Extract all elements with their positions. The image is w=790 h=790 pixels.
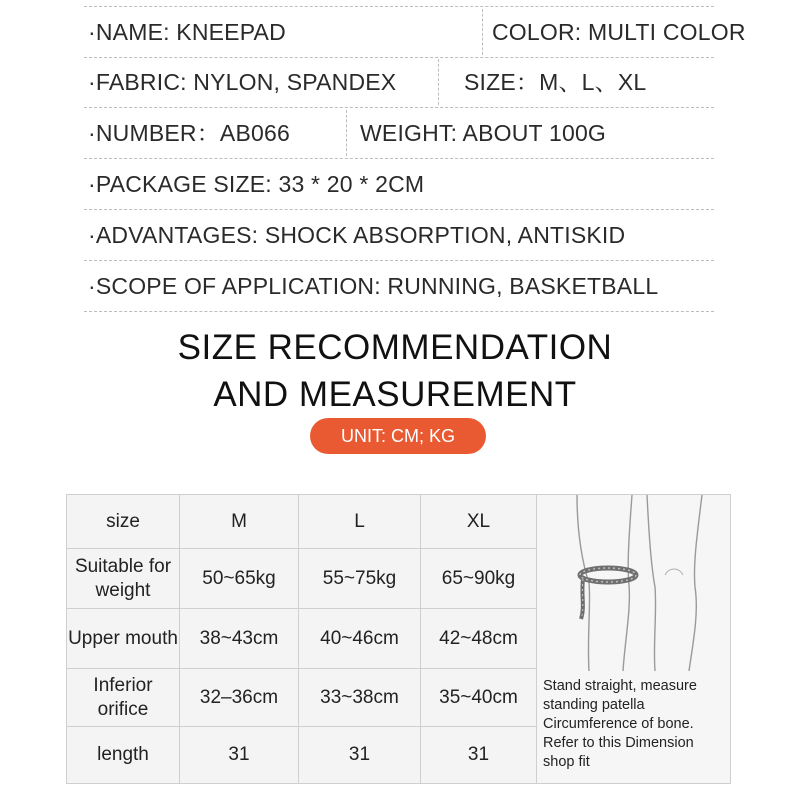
- table-cell: 50~65kg: [180, 549, 299, 609]
- spec-number: ·NUMBER：AB066: [88, 120, 290, 146]
- spec-row-fabric: [84, 57, 714, 108]
- table-header-cell: XL: [421, 495, 537, 549]
- table-cell: 31: [180, 727, 299, 784]
- spec-row-package: [84, 159, 714, 210]
- spec-advantages: ·ADVANTAGES: SHOCK ABSORPTION, ANTISKID: [88, 222, 626, 248]
- spec-color: COLOR: MULTI COLOR: [492, 19, 746, 45]
- spec-divider: [438, 59, 439, 105]
- spec-row-advantages: [84, 210, 714, 261]
- table-cell: 38~43cm: [180, 609, 299, 669]
- heading-line2: AND MEASUREMENT: [213, 375, 577, 414]
- spec-divider: [482, 9, 483, 55]
- illustration-cell: [537, 495, 731, 784]
- table-cell: 55~75kg: [299, 549, 421, 609]
- row-label: Suitable for weight: [67, 549, 180, 609]
- table-cell: 32–36cm: [180, 669, 299, 727]
- row-label: length: [67, 727, 180, 784]
- unit-badge: UNIT: CM; KG: [310, 418, 486, 454]
- table-cell: 33~38cm: [299, 669, 421, 727]
- knee-illustration: [537, 495, 731, 671]
- spec-package: ·PACKAGE SIZE: 33 * 20 * 2CM: [88, 171, 425, 197]
- spec-scope: ·SCOPE OF APPLICATION: RUNNING, BASKETBALL: [88, 273, 659, 299]
- table-cell: 65~90kg: [421, 549, 537, 609]
- spec-divider: [346, 110, 347, 156]
- spec-row-scope: [84, 261, 714, 312]
- table-header-cell: size: [67, 495, 180, 549]
- table-header-cell: L: [299, 495, 421, 549]
- table-cell: 40~46cm: [299, 609, 421, 669]
- spec-row-name: [84, 6, 746, 58]
- size-table: [66, 494, 731, 784]
- spec-weight: WEIGHT: ABOUT 100G: [360, 120, 607, 146]
- table-cell: 42~48cm: [421, 609, 537, 669]
- table-cell: 31: [421, 727, 537, 784]
- measurement-note: Stand straight, measure standing patella Circumference of bone. Refer to this Dimension shop fit: [543, 678, 697, 770]
- spec-size: SIZE：M、L、XL: [464, 69, 647, 95]
- spec-row-number: [84, 108, 714, 159]
- spec-name: ·NAME: KNEEPAD: [88, 19, 286, 45]
- table-header-cell: M: [180, 495, 299, 549]
- table-cell: 31: [299, 727, 421, 784]
- row-label: Inferior orifice: [67, 669, 180, 727]
- table-cell: 35~40cm: [421, 669, 537, 727]
- row-label: Upper mouth: [67, 609, 180, 669]
- spec-fabric: ·FABRIC: NYLON, SPANDEX: [88, 69, 397, 95]
- table-header-row: [67, 495, 731, 549]
- heading-line1: SIZE RECOMMENDATION: [177, 328, 613, 367]
